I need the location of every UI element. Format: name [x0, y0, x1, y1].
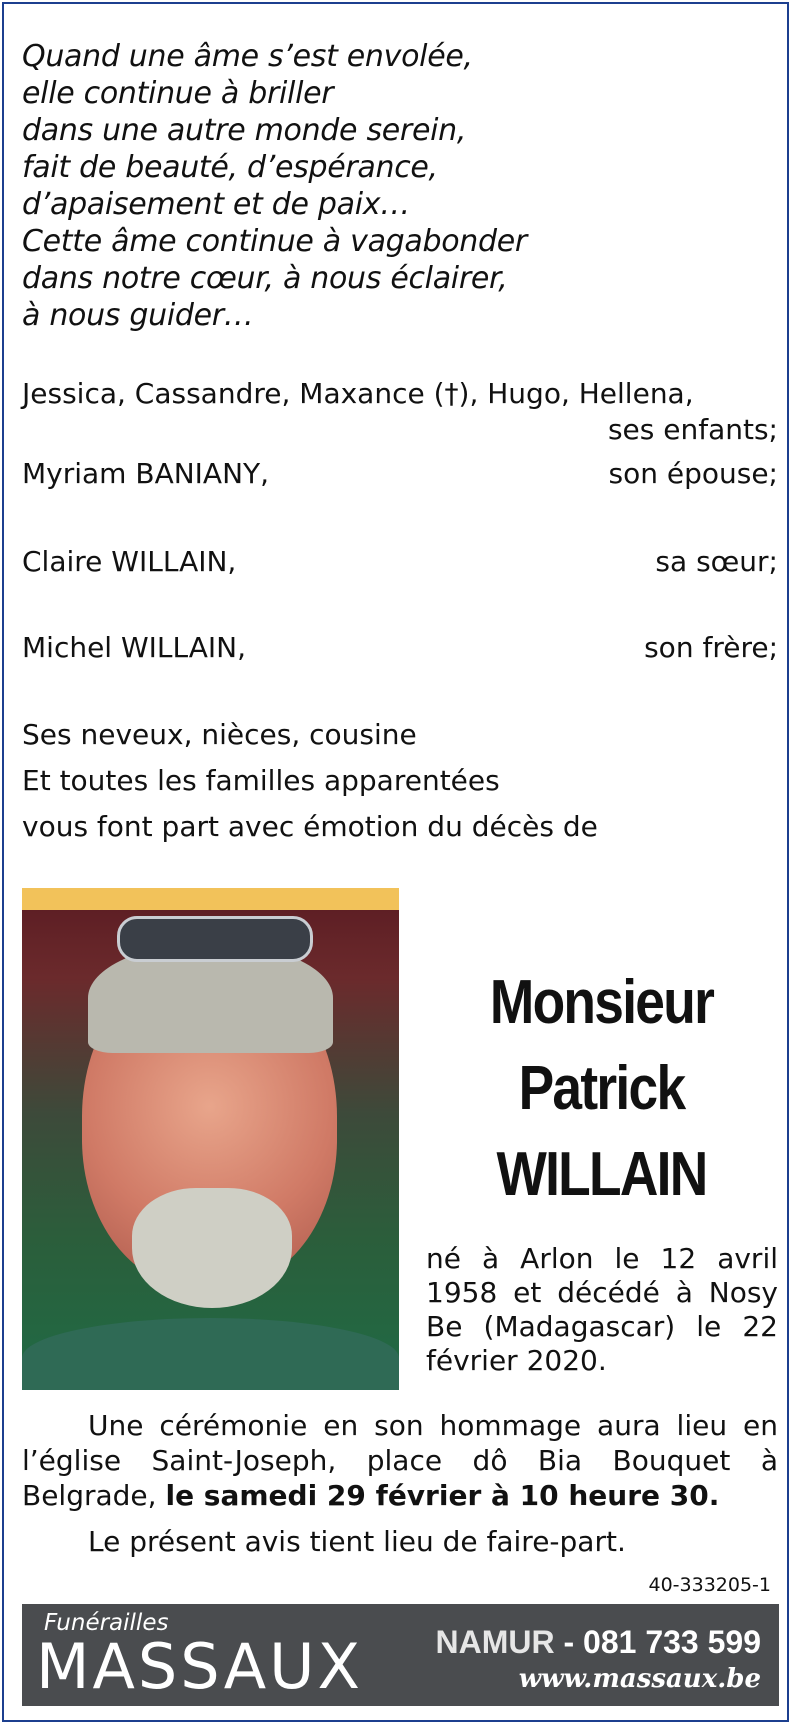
notice-text: Le présent avis tient lieu de faire-part. [88, 1525, 626, 1558]
funeral-home-banner [22, 1604, 779, 1706]
family-names: Claire WILLAIN, [22, 545, 237, 578]
ceremony-date: le samedi 29 février à 10 heure 30. [165, 1479, 720, 1512]
poem-line: à nous guider… [22, 298, 254, 333]
deceased-last-name: WILLAIN [496, 1140, 707, 1209]
phone-number: - 081 733 599 [563, 1624, 761, 1660]
family-spouse [22, 456, 778, 492]
city: NAMUR [435, 1624, 555, 1660]
deceased-title: Monsieur [489, 968, 714, 1037]
family-children [22, 376, 778, 446]
ceremony-info [22, 1408, 778, 1513]
poem [22, 38, 527, 334]
intro-line: Et toutes les familles apparentées [22, 764, 500, 797]
intro-line: Ses neveux, nièces, cousine [22, 718, 417, 751]
obituary-page [2, 2, 789, 1722]
brand-small: Funérailles [44, 1610, 169, 1636]
family-relation: sa sœur; [655, 545, 778, 578]
family-names: Michel WILLAIN, [22, 631, 247, 664]
poem-line: fait de beauté, d’espérance, [22, 150, 438, 185]
poem-line: d’apaisement et de paix… [22, 187, 410, 222]
family-relation: son épouse; [608, 457, 778, 490]
phone-line [436, 1624, 761, 1661]
family-relation: ses enfants; [607, 413, 778, 446]
family-brother [22, 630, 778, 666]
family-names: Myriam BANIANY, [22, 457, 270, 490]
reference-number: 40-333205-1 [648, 1574, 771, 1596]
website-link[interactable]: www.massaux.be [518, 1664, 761, 1694]
poem-line: Quand une âme s’est envolée, [22, 39, 473, 74]
ceremony-text: Une cérémonie en son hommage aura lieu en l’église Saint-Joseph, place dô Bia Bouquet à Belgrade, [22, 1409, 778, 1512]
poem-line: dans notre cœur, à nous éclairer, [22, 261, 508, 296]
family-names: Jessica, Cassandre, Maxance (†), Hugo, Hellena, [22, 377, 694, 410]
family-sister [22, 544, 778, 580]
intro-line: vous font part avec émotion du décès de [22, 810, 598, 843]
brand-logo: MASSAUX [36, 1630, 364, 1703]
poem-line: dans une autre monde serein, [22, 113, 467, 148]
poem-line: elle continue à briller [22, 76, 334, 111]
portrait-photo [22, 888, 399, 1390]
family-relation: son frère; [644, 631, 778, 664]
deceased-first-name: Patrick [518, 1054, 685, 1123]
poem-line: Cette âme continue à vagabonder [22, 224, 527, 259]
announcement-intro [22, 712, 598, 850]
deceased-bio: né à Arlon le 12 avril 1958 et décédé à Nosy Be (Madagascar) le 22 février 2020. [426, 1242, 778, 1377]
